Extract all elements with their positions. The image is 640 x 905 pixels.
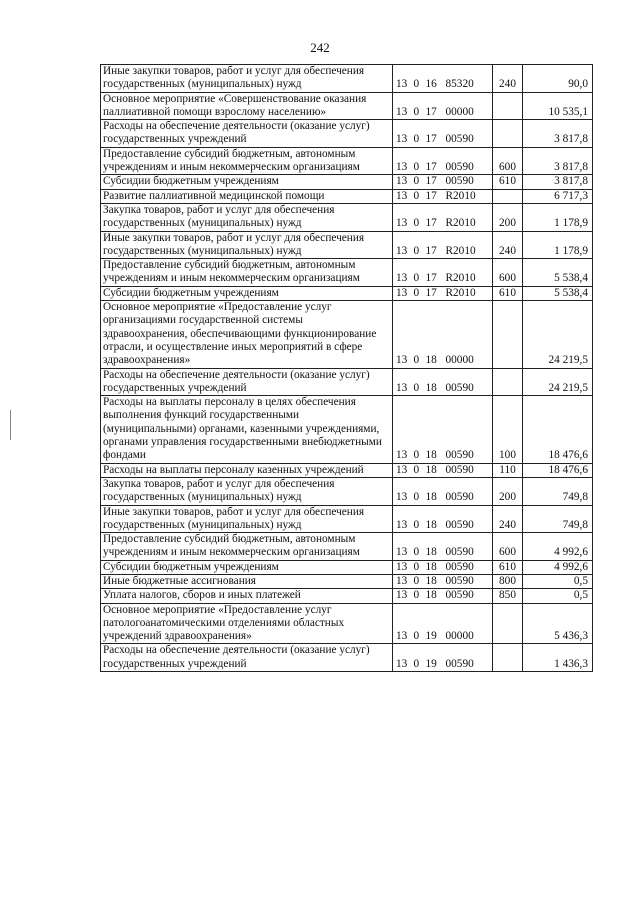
code-main-event: 17 <box>425 259 445 287</box>
row-name: Расходы на обеспечение деятельности (оказание услуг) государственных учреждений <box>101 120 393 148</box>
table-row <box>101 396 593 463</box>
page-number: 242 <box>310 40 330 55</box>
code-direction: 00590 <box>445 644 493 672</box>
code-main-event: 17 <box>425 189 445 203</box>
table-row <box>101 65 593 93</box>
amount: 1 178,9 <box>523 231 593 259</box>
code-direction: R2010 <box>445 231 493 259</box>
expense-type: 200 <box>493 203 523 231</box>
code-main-event: 18 <box>425 396 445 463</box>
code-program: 13 <box>393 644 413 672</box>
amount: 5 538,4 <box>523 259 593 287</box>
amount: 0,5 <box>523 574 593 588</box>
code-main-event: 17 <box>425 147 445 175</box>
code-main-event: 18 <box>425 574 445 588</box>
row-name: Иные закупки товаров, работ и услуг для обеспечения государственных (муниципальных) нужд <box>101 505 393 533</box>
code-program: 13 <box>393 574 413 588</box>
code-direction: 00000 <box>445 301 493 368</box>
row-name: Расходы на обеспечение деятельности (оказание услуг) государственных учреждений <box>101 368 393 396</box>
code-main-event: 17 <box>425 120 445 148</box>
table-row <box>101 120 593 148</box>
expense-type: 100 <box>493 396 523 463</box>
expense-type: 240 <box>493 505 523 533</box>
expense-type <box>493 92 523 120</box>
code-direction: 00590 <box>445 147 493 175</box>
table-row <box>101 189 593 203</box>
row-name: Иные бюджетные ассигнования <box>101 574 393 588</box>
code-direction: 85320 <box>445 65 493 93</box>
table-row <box>101 147 593 175</box>
row-name: Субсидии бюджетным учреждениям <box>101 560 393 574</box>
code-subprogram: 0 <box>413 301 425 368</box>
code-program: 13 <box>393 301 413 368</box>
amount: 749,8 <box>523 477 593 505</box>
row-name: Основное мероприятие «Совершенствование оказания паллиативной помощи взрослому населению» <box>101 92 393 120</box>
amount: 3 817,8 <box>523 175 593 189</box>
row-name: Иные закупки товаров, работ и услуг для обеспечения государственных (муниципальных) нужд <box>101 231 393 259</box>
code-program: 13 <box>393 477 413 505</box>
amount: 5 538,4 <box>523 286 593 300</box>
row-name: Закупка товаров, работ и услуг для обеспечения государственных (муниципальных) нужд <box>101 477 393 505</box>
expense-type <box>493 189 523 203</box>
row-name: Расходы на обеспечение деятельности (оказание услуг) государственных учреждений <box>101 644 393 672</box>
code-direction: 00590 <box>445 463 493 477</box>
expense-type: 610 <box>493 286 523 300</box>
code-main-event: 18 <box>425 560 445 574</box>
row-name: Уплата налогов, сборов и иных платежей <box>101 589 393 603</box>
code-subprogram: 0 <box>413 147 425 175</box>
code-main-event: 18 <box>425 589 445 603</box>
expense-type: 800 <box>493 574 523 588</box>
amount: 4 992,6 <box>523 533 593 561</box>
row-name: Предоставление субсидий бюджетным, автономным учреждениям и иным некоммерческим организациям <box>101 533 393 561</box>
code-program: 13 <box>393 189 413 203</box>
code-subprogram: 0 <box>413 463 425 477</box>
code-subprogram: 0 <box>413 65 425 93</box>
amount: 4 992,6 <box>523 560 593 574</box>
code-main-event: 19 <box>425 603 445 644</box>
table-row <box>101 231 593 259</box>
code-subprogram: 0 <box>413 92 425 120</box>
expense-type: 240 <box>493 65 523 93</box>
code-subprogram: 0 <box>413 574 425 588</box>
code-subprogram: 0 <box>413 203 425 231</box>
code-direction: R2010 <box>445 203 493 231</box>
code-direction: 00590 <box>445 120 493 148</box>
code-subprogram: 0 <box>413 175 425 189</box>
code-subprogram: 0 <box>413 368 425 396</box>
code-direction: 00590 <box>445 533 493 561</box>
code-subprogram: 0 <box>413 396 425 463</box>
table-row <box>101 505 593 533</box>
amount: 18 476,6 <box>523 396 593 463</box>
code-direction: 00590 <box>445 589 493 603</box>
code-subprogram: 0 <box>413 560 425 574</box>
code-subprogram: 0 <box>413 259 425 287</box>
code-main-event: 17 <box>425 231 445 259</box>
table-row <box>101 203 593 231</box>
row-name: Развитие паллиативной медицинской помощи <box>101 189 393 203</box>
code-direction: 00590 <box>445 574 493 588</box>
budget-table-body <box>101 65 593 672</box>
amount: 24 219,5 <box>523 301 593 368</box>
amount: 0,5 <box>523 589 593 603</box>
expense-type: 240 <box>493 231 523 259</box>
table-row <box>101 560 593 574</box>
table-row <box>101 644 593 672</box>
code-direction: 00590 <box>445 175 493 189</box>
table-row <box>101 589 593 603</box>
row-name: Иные закупки товаров, работ и услуг для обеспечения государственных (муниципальных) нужд <box>101 65 393 93</box>
table-row <box>101 92 593 120</box>
code-subprogram: 0 <box>413 533 425 561</box>
code-main-event: 18 <box>425 505 445 533</box>
amount: 24 219,5 <box>523 368 593 396</box>
amount: 5 436,3 <box>523 603 593 644</box>
code-direction: R2010 <box>445 259 493 287</box>
row-name: Субсидии бюджетным учреждениям <box>101 286 393 300</box>
code-program: 13 <box>393 505 413 533</box>
table-row <box>101 533 593 561</box>
code-program: 13 <box>393 396 413 463</box>
code-main-event: 16 <box>425 65 445 93</box>
code-program: 13 <box>393 286 413 300</box>
code-direction: 00590 <box>445 368 493 396</box>
row-name: Расходы на выплаты персоналу в целях обеспечения выполнения функций государственными (муниципальными) органами, казенными учреждениями, органами управления государственными внебюджетными фондами <box>101 396 393 463</box>
row-name: Предоставление субсидий бюджетным, автономным учреждениям и иным некоммерческим организациям <box>101 147 393 175</box>
expense-type: 610 <box>493 560 523 574</box>
table-row <box>101 301 593 368</box>
table-row <box>101 259 593 287</box>
amount: 10 535,1 <box>523 92 593 120</box>
row-name: Предоставление субсидий бюджетным, автономным учреждениям и иным некоммерческим организациям <box>101 259 393 287</box>
amount: 749,8 <box>523 505 593 533</box>
table-row <box>101 574 593 588</box>
row-name: Субсидии бюджетным учреждениям <box>101 175 393 189</box>
expense-type: 110 <box>493 463 523 477</box>
expense-type <box>493 603 523 644</box>
code-main-event: 18 <box>425 477 445 505</box>
code-main-event: 17 <box>425 175 445 189</box>
table-row <box>101 175 593 189</box>
code-main-event: 18 <box>425 368 445 396</box>
code-subprogram: 0 <box>413 589 425 603</box>
code-direction: R2010 <box>445 189 493 203</box>
code-subprogram: 0 <box>413 477 425 505</box>
expense-type: 600 <box>493 259 523 287</box>
code-subprogram: 0 <box>413 120 425 148</box>
row-name: Основное мероприятие «Предоставление услуг организациями государственной системы здравоохранения, обеспечивающими функционирование отрасли, и осуществление иных мероприятий в сфере здравоохранения» <box>101 301 393 368</box>
expense-type <box>493 120 523 148</box>
code-subprogram: 0 <box>413 231 425 259</box>
amount: 3 817,8 <box>523 120 593 148</box>
code-main-event: 17 <box>425 92 445 120</box>
expense-type: 600 <box>493 147 523 175</box>
table-row <box>101 286 593 300</box>
code-program: 13 <box>393 175 413 189</box>
code-main-event: 17 <box>425 286 445 300</box>
code-main-event: 18 <box>425 301 445 368</box>
expense-type: 610 <box>493 175 523 189</box>
code-subprogram: 0 <box>413 189 425 203</box>
expense-type <box>493 301 523 368</box>
code-direction: 00590 <box>445 396 493 463</box>
code-program: 13 <box>393 463 413 477</box>
code-direction: 00590 <box>445 477 493 505</box>
code-program: 13 <box>393 231 413 259</box>
code-subprogram: 0 <box>413 505 425 533</box>
code-program: 13 <box>393 368 413 396</box>
row-name: Закупка товаров, работ и услуг для обеспечения государственных (муниципальных) нужд <box>101 203 393 231</box>
code-program: 13 <box>393 603 413 644</box>
code-main-event: 19 <box>425 644 445 672</box>
expense-type <box>493 644 523 672</box>
code-direction: 00590 <box>445 560 493 574</box>
code-main-event: 18 <box>425 463 445 477</box>
amount: 18 476,6 <box>523 463 593 477</box>
expense-type: 200 <box>493 477 523 505</box>
amount: 1 178,9 <box>523 203 593 231</box>
table-row <box>101 477 593 505</box>
code-program: 13 <box>393 560 413 574</box>
budget-table <box>100 64 593 672</box>
expense-type <box>493 368 523 396</box>
code-program: 13 <box>393 120 413 148</box>
code-program: 13 <box>393 589 413 603</box>
code-program: 13 <box>393 65 413 93</box>
code-direction: R2010 <box>445 286 493 300</box>
code-main-event: 18 <box>425 533 445 561</box>
amount: 3 817,8 <box>523 147 593 175</box>
code-program: 13 <box>393 203 413 231</box>
amount: 90,0 <box>523 65 593 93</box>
row-name: Расходы на выплаты персоналу казенных учреждений <box>101 463 393 477</box>
code-main-event: 17 <box>425 203 445 231</box>
table-row <box>101 463 593 477</box>
code-program: 13 <box>393 533 413 561</box>
code-subprogram: 0 <box>413 644 425 672</box>
expense-type: 600 <box>493 533 523 561</box>
table-row <box>101 368 593 396</box>
code-program: 13 <box>393 92 413 120</box>
code-subprogram: 0 <box>413 603 425 644</box>
margin-mark <box>10 410 11 440</box>
expense-type: 850 <box>493 589 523 603</box>
code-program: 13 <box>393 147 413 175</box>
amount: 1 436,3 <box>523 644 593 672</box>
code-direction: 00000 <box>445 603 493 644</box>
amount: 6 717,3 <box>523 189 593 203</box>
code-direction: 00590 <box>445 505 493 533</box>
table-row <box>101 603 593 644</box>
code-program: 13 <box>393 259 413 287</box>
row-name: Основное мероприятие «Предоставление услуг патологоанатомическими отделениями областных учреждений здравоохранения» <box>101 603 393 644</box>
code-subprogram: 0 <box>413 286 425 300</box>
code-direction: 00000 <box>445 92 493 120</box>
